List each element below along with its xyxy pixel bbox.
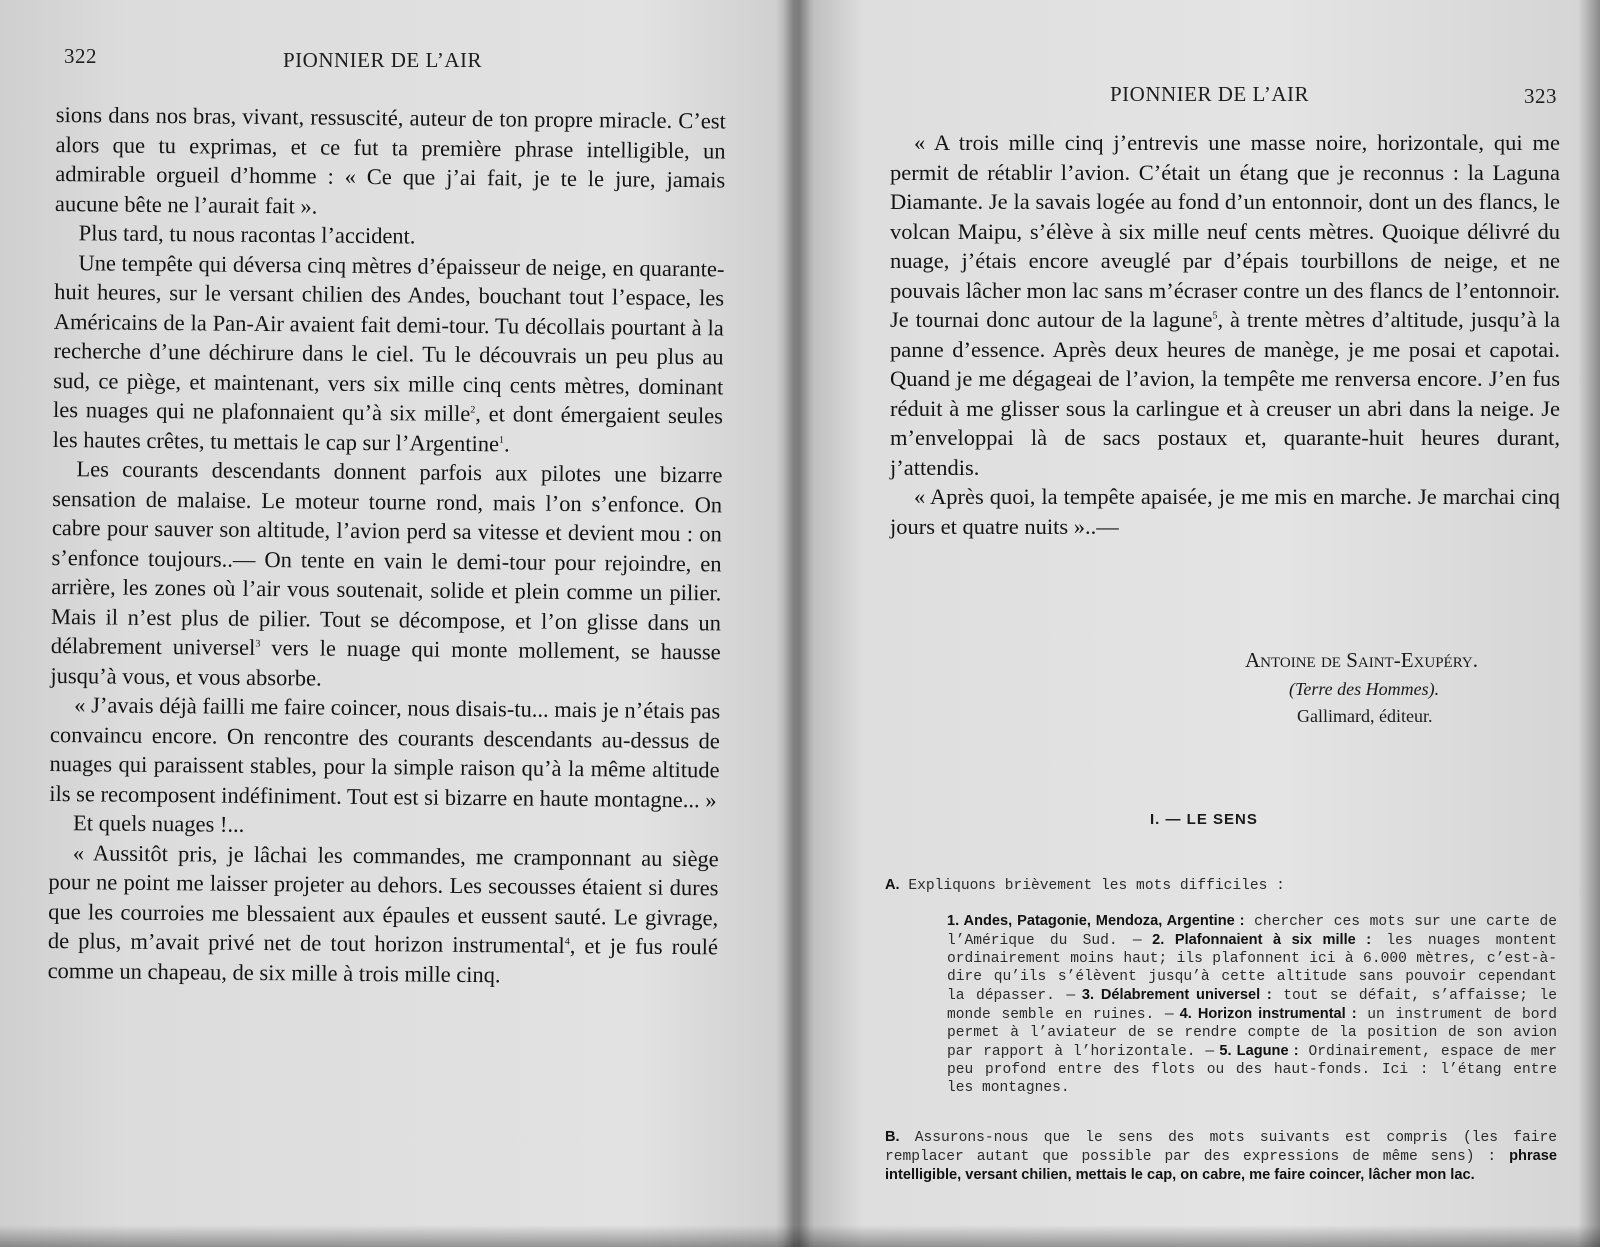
- exercise-b-words: phrase intelligible, versant chilien, mettais le cap, on cabre, me faire coincer, lâcher mon lac.: [885, 1148, 1557, 1183]
- vocabulary-definitions: [947, 912, 1557, 1097]
- definition-text: tout se défait, s’affaisse; le monde semble en ruines. —: [947, 988, 1557, 1023]
- paragraph-text: , et dont émergaient seules les hautes crêtes, tu mettais le cap sur l’Argentine: [52, 401, 724, 456]
- paragraph-text: Une tempête qui déversa cinq mètres d’épaisseur de neige, en quarante-huit heures, sur le versant chilien des Andes, bouchant tout l’espace, les Américains de la Pan-Air avaient fait demi-tour. Tu décollais pourtant à la recherche d’une déchirure dans le ciel. Tu le découvrais un peu plus au sud, ce piège, et maintenant, vers six mille cinq cents mètres, dominant les nuages qui ne plafonnaient qu’à six mille: [52, 249, 725, 426]
- definition-term: 2. Plafonnaient à six mille :: [1141, 932, 1372, 948]
- exercise-a-label: A.: [885, 877, 900, 893]
- exercise-b-text: Assurons-nous que le sens des mots suivants est compris (les faire remplacer autant que possible par des expressions de même sens) :: [885, 1130, 1557, 1165]
- source-work: (Terre des Hommes).: [1289, 679, 1440, 699]
- definition-text: chercher ces mots sur une carte de l’Amérique du Sud. —: [947, 914, 1557, 949]
- definition-term: 4. Horizon instrumental :: [1173, 1006, 1357, 1022]
- paragraph-text: , et je fus roulé comme un chapeau, de six mille à trois mille cinq.: [47, 932, 719, 987]
- definition-text: un instrument de bord permet à l’aviateur de se rendre compte de la position de son avion par rapport à l’horizontale. —: [947, 1007, 1557, 1060]
- definition-term: 3. Délabrement universel :: [1075, 987, 1272, 1003]
- running-header-right: PIONNIER DE L’AIR: [1110, 82, 1310, 106]
- definition-text: Ordinairement, espace de mer peu profond entre des flots ou des haut-fonds. Ici : l’étang entre les montagnes.: [947, 1044, 1557, 1096]
- paragraph-text: Les courants descendants donnent parfois aux pilotes une bizarre sensation de malaise. Le moteur tourne rond, mais l’on s’enfonce. On cabre pour sauver son altitude, l’avion perd sa vitesse et devient mou : on s’enfonce toujours..— On tente en vain le demi-tour pour rejoindre, en arrière, les zones où l’air vous soutenait, solide et plein comme un pilier. Mais il n’est plus de pilier. Tout se décompose, et l’on glisse dans un délabrement universel: [50, 456, 723, 660]
- definition-term: 5. Lagune :: [1214, 1043, 1299, 1059]
- footnote-marker: 3: [255, 638, 261, 650]
- paragraph: « Après quoi, la tempête apaisée, je me mis en marche. Je marchai cinq jours et quatre nuits »..—: [890, 484, 1560, 539]
- author-signature: Antoine de Saint-Exupéry.: [1245, 648, 1478, 672]
- paragraph-text: « Aussitôt pris, je lâchai les commandes, me cramponnant au siège pour ne point me laisser projeter au dehors. Les secousses étaient si dures que les courroies me blessaient aux épaules et eussent sauté. Le givrage, de plus, m’avait privé net de tout horizon instrumental: [47, 839, 719, 958]
- right-page: [805, 0, 1600, 1247]
- running-header-left: PIONNIER DE L’AIR: [283, 48, 483, 72]
- exercise-b-label: B.: [885, 1129, 900, 1145]
- exercise-a-text: Expliquons brièvement les mots difficiles :: [908, 878, 1285, 894]
- page-number-right: 323: [1524, 84, 1557, 108]
- definition-term: 1. Andes, Patagonie, Mendoza, Argentine :: [947, 913, 1245, 929]
- paragraph-text: « A trois mille cinq j’entrevis une masse noire, horizontale, qui me permit de rétablir l’avion. C’était un étang que je reconnus : la Laguna Diamante. Je la savais logée au fond d’un entonnoir, dont un des flancs, le volcan Maipu, s’élève à six mille neuf cents mètres. Quoique délivré du nuage, j’étais encore aveuglé par d’épais tourbillons de neige, et ne pouvais lâcher mon lac sans m’écraser contre un des flancs de l’entonnoir. Je tournai donc autour de la lagune: [890, 130, 1560, 332]
- page-number-left: 322: [64, 44, 97, 68]
- right-body-text: [890, 128, 1560, 541]
- publisher: Gallimard, éditeur.: [1297, 706, 1433, 726]
- exercise-title: I. — LE SENS: [1150, 811, 1258, 828]
- paragraph: [50, 454, 722, 696]
- paragraph-text: , à trente mètres d’altitude, jusqu’à la panne d’essence. Après deux heures de manège, je me posai et capotai. Quand je me dégageai de l’avion, la tempête me renversa encore. J’en fus réduit à me glisser sous la carlingue et à creuser un abri dans la neige. Je m’enveloppai là de sacs postaux et, quarante-huit heures durant, j’attendis.: [890, 307, 1561, 480]
- footnote-marker: 2: [470, 404, 476, 416]
- definition-text: les nuages montent ordinairement moins haut; ils plafonnent ici à 6.000 mètres, c’est-à-dire qu’ils s’élèvent jusqu’à cette altitude sans pouvoir cependant la dépasser. —: [947, 933, 1557, 1004]
- paragraph: [53, 247, 725, 460]
- paragraph: Plus tard, tu nous racontas l’accident.: [78, 220, 416, 249]
- footnote-marker: 1: [499, 434, 505, 446]
- paragraph: sions dans nos bras, vivant, ressuscité, auteur de ton propre miracle. C’est alors que tu exprimas, et ce fut ta première phrase intelligible, un admirable orgueil d’homme : « Ce que j’ai fait, je te le jure, jamais aucune bête ne l’aurait fait ».: [54, 101, 726, 219]
- paragraph-text: vers le nuage qui monte mollement, se hausse jusqu’à vous, et vous absorbe.: [50, 634, 721, 691]
- paragraph: [890, 128, 1560, 482]
- paragraph: Et quels nuages !...: [72, 810, 245, 837]
- footnote-marker: 4: [564, 936, 570, 948]
- footnote-marker: 5: [1212, 310, 1218, 322]
- left-body-text: [48, 100, 726, 991]
- paragraph: [48, 837, 719, 991]
- paragraph: « J’avais déjà failli me faire coincer, nous disais-tu... mais je n’étais pas convaincu encore. On rencontre des courants descendants au-dessus de nuages qui paraissent stables, pour la simple raison qu’à la même altitude ils se recomposent indéfiniment. Tout est si bizarre en haute montagne... »: [49, 692, 721, 812]
- book-gutter: [784, 0, 814, 1247]
- page-edge-shadow: [1578, 0, 1600, 1247]
- page-edge-shadow: [0, 1225, 1600, 1247]
- paragraph-text: .: [503, 430, 510, 456]
- exercise-a: [885, 876, 1565, 895]
- exercise-b: [885, 1128, 1557, 1185]
